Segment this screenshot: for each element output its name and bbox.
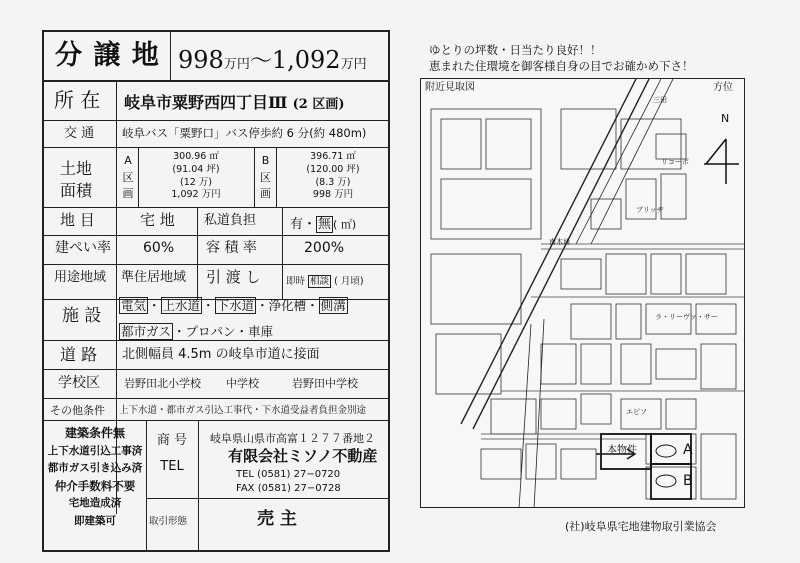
other-label: その他条件 bbox=[50, 404, 105, 417]
building-3-label: エピソ bbox=[626, 408, 647, 416]
orientation-label: 方位 bbox=[713, 82, 733, 93]
facilities-line1: 電気 ・ 上水道 ・ 下水道 ・浄化槽・ 側溝 bbox=[121, 298, 346, 313]
store-label: ブリッヂ bbox=[636, 206, 664, 214]
road-label-map: 南木通 bbox=[549, 238, 570, 246]
middle-school-label: 中学校 bbox=[226, 377, 259, 390]
map-drawing bbox=[421, 79, 745, 508]
building-1-label: ラ・リーヴァ・サー bbox=[655, 313, 718, 321]
handover-value: 即時 相談 ( 月頃) bbox=[286, 276, 364, 287]
middle-school: 岩野田中学校 bbox=[292, 377, 358, 390]
association-footer: (社)岐阜県宅地建物取引業協会 bbox=[565, 520, 717, 533]
road-label: 道 路 bbox=[60, 345, 98, 364]
company-name: 有限会社ミソノ不動産 bbox=[228, 447, 378, 465]
land-category-label: 地 目 bbox=[60, 211, 95, 229]
sheet-title: 分 譲 地 bbox=[55, 40, 160, 71]
far-value: 200% bbox=[304, 240, 345, 256]
company-tel: TEL (0581) 27−0720 bbox=[236, 469, 341, 480]
bcr-label: 建ぺい率 bbox=[55, 240, 111, 256]
bcr-value: 60% bbox=[143, 240, 175, 256]
school-label: 学校区 bbox=[58, 375, 100, 391]
handover-label: 引 渡 し bbox=[206, 268, 261, 286]
transport-label: 交 通 bbox=[64, 126, 95, 141]
lot-a-details: 300.96 ㎡ (91.04 坪) (12 万) 1,092 万円 bbox=[171, 151, 221, 201]
lot-b-details: 396.71 ㎡ (120.00 坪) (8.3 万) 998 万円 bbox=[306, 151, 360, 201]
zone-label: 用途地域 bbox=[54, 270, 107, 285]
deal-value: 売 主 bbox=[257, 509, 297, 529]
location-label: 所 在 bbox=[54, 88, 101, 112]
conditions-list: 建築条件無 上下水道引込工事済 都市ガス引き込み済 仲介手数料不要 宅地造成済 即建築可 bbox=[47, 426, 143, 527]
far-label: 容 積 率 bbox=[206, 240, 257, 256]
area-label: 土地 面積 bbox=[60, 159, 93, 200]
company-address: 岐阜県山県市高富１２７７番地２ bbox=[210, 432, 375, 445]
vicinity-map bbox=[420, 78, 745, 508]
land-category-value: 宅 地 bbox=[140, 211, 175, 229]
road-value: 北側幅員 4.5m の岐阜市道に接面 bbox=[122, 347, 320, 362]
price-range: 998万円〜1,092万円 bbox=[178, 46, 367, 74]
building-2-label: リコーポ bbox=[661, 158, 689, 166]
zone-value: 準住居地域 bbox=[121, 270, 187, 285]
headline-1: ゆとりの坪数・日当たり良好！！ bbox=[429, 43, 602, 57]
property-label: 本物件 bbox=[607, 445, 637, 456]
lot-a-letter: A 区 画 bbox=[122, 154, 134, 200]
location-value: 岐阜市粟野西四丁目Ⅲ (2 区画) bbox=[124, 93, 345, 112]
deal-label: 取引形態 bbox=[149, 516, 188, 527]
north-label: N bbox=[721, 112, 730, 125]
other-value: 上下水道・都市ガス引込工事代・下水道受益者負担金別途 bbox=[119, 405, 367, 416]
company-labels: 商 号 TEL bbox=[156, 433, 188, 474]
headline-2: 恵まれた住環境を御客様自身の目でお確かめ下さ！ bbox=[429, 59, 694, 73]
lot-b-letter: B 区 画 bbox=[260, 154, 271, 200]
lot-a-mark: A bbox=[683, 442, 693, 458]
rail-label: 三田 bbox=[653, 96, 667, 104]
transport-value: 岐阜バス「粟野口」バス停歩約 6 分(約 480m) bbox=[122, 126, 367, 140]
private-road-value: 有・ 無 ( ㎡) bbox=[290, 217, 357, 232]
map-title: 附近見取図 bbox=[425, 82, 475, 93]
company-fax: FAX (0581) 27−0728 bbox=[236, 483, 341, 494]
facilities-label: 施 設 bbox=[62, 306, 102, 326]
facilities-line2: 都市ガス ・プロパン・車庫 bbox=[121, 324, 274, 339]
elementary-school: 岩野田北小学校 bbox=[124, 377, 201, 390]
private-road-label: 私道負担 bbox=[204, 213, 257, 228]
lot-b-mark: B bbox=[683, 473, 693, 489]
